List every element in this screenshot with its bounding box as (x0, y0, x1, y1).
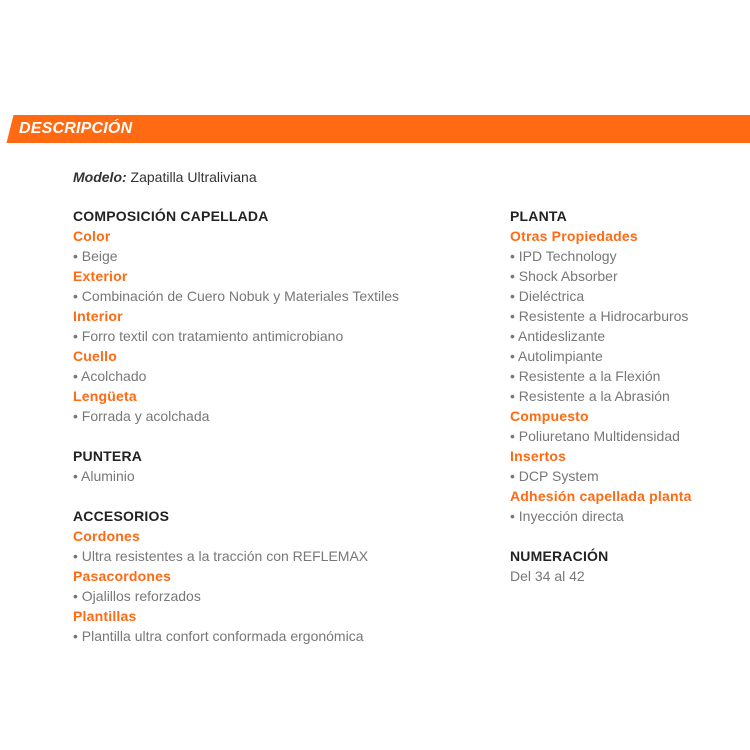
left-column (73, 206, 493, 646)
propiedad-item: • Autolimpiante (510, 348, 603, 364)
modelo-line (73, 167, 257, 187)
exterior-label: Exterior (73, 268, 128, 284)
numeracion-value: Del 34 al 42 (510, 568, 585, 584)
cuello-item: • Acolchado (73, 368, 147, 384)
right-column (510, 206, 750, 586)
banner-title: DESCRIPCIÓN (19, 120, 133, 137)
interior-label: Interior (73, 308, 123, 324)
propiedad-item: • Shock Absorber (510, 268, 618, 284)
cordones-label: Cordones (73, 528, 140, 544)
plantillas-item: • Plantilla ultra confort conformada ergonómica (73, 628, 364, 644)
cuello-label: Cuello (73, 348, 117, 364)
puntera-item: • Aluminio (73, 468, 135, 484)
adhesion-item: • Inyección directa (510, 508, 624, 524)
puntera-heading: PUNTERA (73, 448, 143, 464)
modelo-value: Zapatilla Ultraliviana (126, 169, 257, 185)
compuesto-label: Compuesto (510, 408, 589, 424)
compuesto-item: • Poliuretano Multidensidad (510, 428, 680, 444)
spacer (510, 526, 750, 546)
color-label: Color (73, 228, 111, 244)
lengueta-item: • Forrada y acolchada (73, 408, 210, 424)
section-banner (0, 115, 750, 143)
spacer (73, 486, 493, 506)
interior-item: • Forro textil con tratamiento antimicrobiano (73, 328, 344, 344)
planta-heading: PLANTA (510, 208, 567, 224)
lengueta-label: Lengüeta (73, 388, 137, 404)
propiedad-item: • IPD Technology (510, 248, 617, 264)
modelo-label: Modelo: (73, 169, 127, 185)
adhesion-label: Adhesión capellada planta (510, 488, 692, 504)
propiedad-item: • Dieléctrica (510, 288, 585, 304)
spacer (73, 426, 493, 446)
cordones-item: • Ultra resistentes a la tracción con REFLEMAX (73, 548, 369, 564)
composicion-heading: COMPOSICIÓN CAPELLADA (73, 208, 269, 224)
propiedad-item: • Antideslizante (510, 328, 606, 344)
insertos-label: Insertos (510, 448, 567, 464)
pasacordones-item: • Ojalillos reforzados (73, 588, 201, 604)
propiedad-item: • Resistente a la Flexión (510, 368, 661, 384)
numeracion-heading: NUMERACIÓN (510, 548, 609, 564)
propiedad-item: • Resistente a Hidrocarburos (510, 308, 689, 324)
color-item: • Beige (73, 248, 118, 264)
plantillas-label: Plantillas (73, 608, 137, 624)
exterior-item: • Combinación de Cuero Nobuk y Materiales Textiles (73, 288, 400, 304)
propiedad-item: • Resistente a la Abrasión (510, 388, 670, 404)
accesorios-heading: ACCESORIOS (73, 508, 170, 524)
pasacordones-label: Pasacordones (73, 568, 172, 584)
otras-propiedades-label: Otras Propiedades (510, 228, 638, 244)
insertos-item: • DCP System (510, 468, 599, 484)
